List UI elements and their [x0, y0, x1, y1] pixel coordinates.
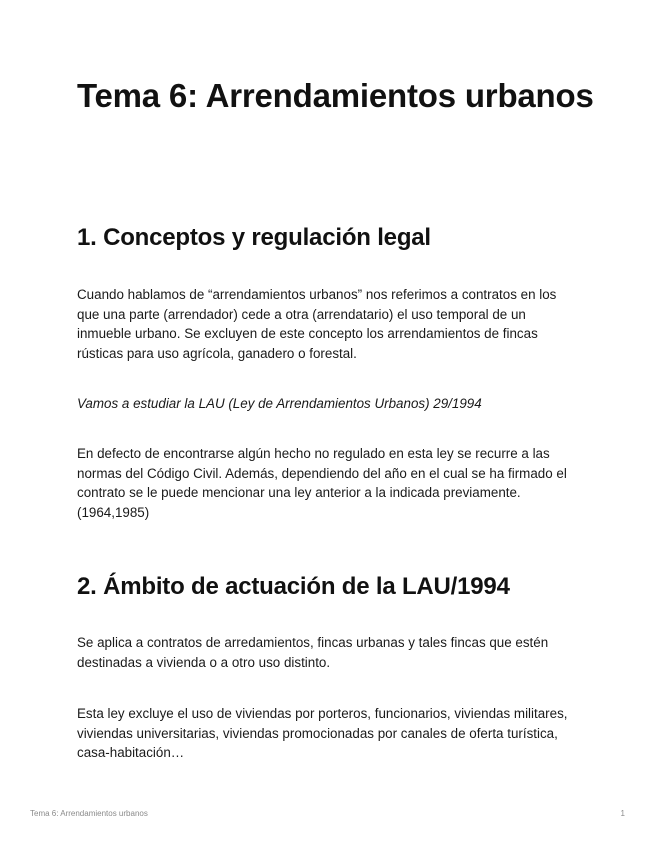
section-heading-2: 2. Ámbito de actuación de la LAU/1994: [77, 573, 510, 600]
paragraph-scope: Se aplica a contratos de arredamientos, fincas urbanas y tales fincas que estén destinadas a vivienda o a otro uso distinto.: [77, 635, 549, 670]
footer-page-number: 1: [620, 809, 625, 818]
footer-document-name: Tema 6: Arrendamientos urbanos: [30, 809, 148, 818]
paragraph-civil-code: En defecto de encontrarse algún hecho no regulado en esta ley se recurre a las normas del Código Civil. Además, dependiendo del año en el cual se ha firmado el contrato se le puede mencionar una ley anterior a la indicada previamente. (1964,1985): [77, 446, 567, 520]
paragraph-definition: Cuando hablamos de “arrendamientos urbanos” nos referimos a contratos en los que una parte (arrendador) cede a otra (arrendatario) el uso temporal de un inmueble urbano. Se excluyen de este concepto los arrendamientos de fincas rústicas para uso agrícola, ganadero o forestal.: [77, 287, 557, 361]
page-title: Tema 6: Arrendamientos urbanos: [77, 77, 594, 114]
paragraph-exclusions: Esta ley excluye el uso de viviendas por porteros, funcionarios, viviendas militares, viviendas universitarias, viviendas promocionadas por canales de oferta turística, casa-habitación…: [77, 706, 568, 761]
paragraph-law-reference: Vamos a estudiar la LAU (Ley de Arrendamientos Urbanos) 29/1994: [77, 396, 482, 411]
section-heading-1: 1. Conceptos y regulación legal: [77, 224, 431, 251]
